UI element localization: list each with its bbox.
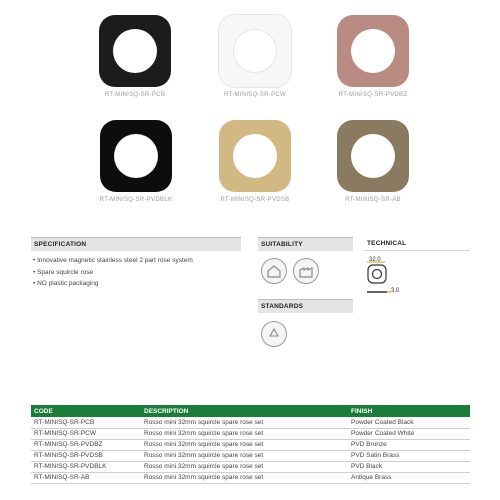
product-card: [313, 15, 433, 98]
table-row: [31, 439, 470, 450]
product-card: [76, 120, 196, 203]
row-description: Rosso mini 32mm squircle spare rose set: [141, 472, 348, 483]
spec-item: • Spare squircle rose: [33, 267, 193, 279]
spec-item: • NO plastic packaging: [33, 278, 193, 290]
row-finish: PVD Satin Brass: [348, 450, 470, 461]
product-code: RT-MINISQ-SR-PVDBLK: [99, 197, 173, 203]
specification-list: [33, 255, 193, 290]
rose-swatch: [219, 15, 291, 87]
row-finish: Antique Brass: [348, 472, 470, 483]
domestic-icon: [261, 258, 287, 284]
row-code: RT-MINISQ-SR-PVDBLK: [31, 461, 141, 472]
product-card: [195, 15, 315, 98]
rose-swatch: [100, 120, 172, 192]
rose-swatch: [337, 15, 409, 87]
suitability-heading: SUITABILITY: [258, 237, 353, 251]
rose-swatch: [219, 120, 291, 192]
row-code: RT-MINISQ-SR-AB: [31, 472, 141, 483]
rose-hole: [113, 29, 157, 73]
standards-heading: STANDARDS: [258, 299, 353, 313]
table-row: [31, 461, 470, 472]
row-code: RT-MINISQ-SR-PVDSB: [31, 450, 141, 461]
row-code: RT-MINISQ-SR-PVDBZ: [31, 439, 141, 450]
product-code: RT-MINISQ-SR-PVDSB: [220, 197, 290, 203]
product-card: [313, 120, 433, 203]
table-row: [31, 417, 470, 428]
technical-heading: TECHNICAL: [364, 237, 470, 251]
rose-swatch: [337, 120, 409, 192]
rose-hole: [233, 29, 277, 73]
recyclable-packaging-icon: [261, 321, 287, 347]
table-row: [31, 450, 470, 461]
rose-hole: [351, 29, 395, 73]
product-gallery: [0, 0, 500, 225]
row-code: RT-MINISQ-SR-PCW: [31, 428, 141, 439]
commercial-icon: [293, 258, 319, 284]
thickness-dimension: 3.0: [391, 288, 400, 294]
table-row: [31, 428, 470, 439]
rose-hole: [233, 134, 277, 178]
product-code: RT-MINISQ-SR-PCW: [223, 92, 287, 98]
product-code: RT-MINISQ-SR-PVDBZ: [338, 92, 408, 98]
row-description: Rosso mini 32mm squircle spare rose set: [141, 428, 348, 439]
column-header-finish: FINISH: [348, 405, 470, 417]
product-card: [75, 15, 195, 98]
product-card: [195, 120, 315, 203]
row-finish: PVD Black: [348, 461, 470, 472]
row-code: RT-MINISQ-SR-PCB: [31, 417, 141, 428]
rose-hole: [351, 134, 395, 178]
table-row: [31, 472, 470, 483]
column-header-code: CODE: [31, 405, 141, 417]
product-code: RT-MINISQ-SR-PCB: [104, 92, 166, 98]
row-description: Rosso mini 32mm squircle spare rose set: [141, 461, 348, 472]
row-finish: Powder Coated Black: [348, 417, 470, 428]
row-finish: PVD Bronze: [348, 439, 470, 450]
row-description: Rosso mini 32mm squircle spare rose set: [141, 450, 348, 461]
row-finish: Powder Coated White: [348, 428, 470, 439]
specification-heading: SPECIFICATION: [31, 237, 241, 251]
width-dimension: 32.0: [369, 257, 381, 263]
product-code: RT-MINISQ-SR-AB: [345, 197, 401, 203]
column-header-description: DESCRIPTION: [141, 405, 348, 417]
rose-swatch: [99, 15, 171, 87]
rose-hole: [114, 134, 158, 178]
table-header-row: [31, 405, 470, 417]
row-description: Rosso mini 32mm squircle spare rose set: [141, 439, 348, 450]
spec-item: • Innovative magnetic stainless steel 2 part rose system: [33, 255, 193, 267]
product-table: [31, 405, 470, 484]
row-description: Rosso mini 32mm squircle spare rose set: [141, 417, 348, 428]
